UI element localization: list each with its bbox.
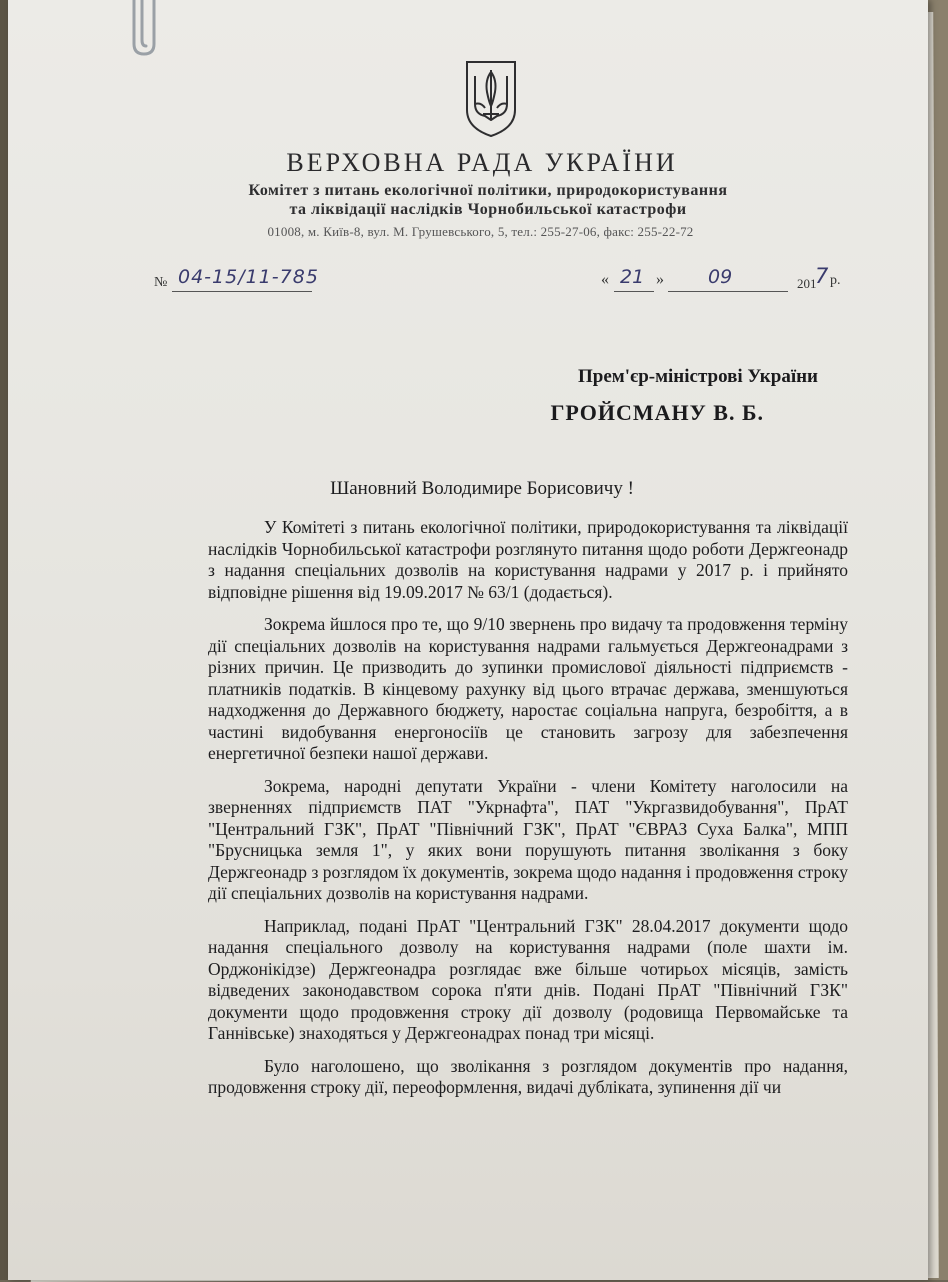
number-underline (172, 291, 312, 292)
body-paragraph: Зокрема йшлося про те, що 9/10 звернень про видачу та продовження терміну дії спеціальних дозволів на користування надрами гальмується Держгеонадрами з різних причин. Це призводить до зупинки промислової діяльності підприємств - платників податків. В кінцевому рахунку від цього втрачає держава, зменшуються надходження до Державного бюджету, наростає соціальна напруга, безробіття, а в частині видобування енергоносіїв це становить загрозу для забезпечення енергетичної безпеки нашої держави. (208, 614, 848, 763)
salutation: Шановний Володимире Борисовичу ! (330, 478, 634, 499)
body-paragraph: Наприклад, подані ПрАТ "Центральний ГЗК" 28.04.2017 документи щодо надання спеціального дозволу на користування надрами (поле шахти ім. Орджонікідзе) Держгеонадра розглядає вже більше чотирьох місяців, замість відведених законодавством сорока п'яти днів. Подані ПрАТ "Північний ГЗК" документи щодо продовження строку дії дозволу (родовища Первомайське та Ганнівське) знаходяться у Держгеонадрах понад три місяці. (208, 915, 848, 1043)
committee-name-line2: та ліквідації наслідків Чорнобильської катастрофи (289, 201, 687, 218)
date-close-quote: » (656, 271, 664, 288)
letter-body (208, 517, 848, 1110)
body-paragraph: Було наголошено, що зволікання з розглядом документів про надання, продовження строку дії, переоформлення, видачі дубліката, зупинення дії чи (208, 1055, 848, 1097)
year-suffix: р. (830, 273, 841, 288)
handwritten-day: 21 (620, 266, 645, 288)
handwritten-year-digit: 7 (815, 264, 829, 288)
handwritten-month: 09 (708, 266, 733, 288)
letterhead-address: 01008, м. Київ-8, вул. М. Грушевського, 5, тел.: 255-27-06, факс: 255-22-72 (267, 224, 694, 239)
number-prefix: № (154, 275, 168, 290)
letter-page (8, 0, 928, 1280)
body-paragraph: Зокрема, народні депутати України - члени Комітету наголосили на зверненнях підприємств ПАТ "Укрнафта", ПАТ "Укргазвидобування", ПрАТ "Центральний ГЗК", ПрАТ "Північний ГЗК", ПрАТ "ЄВРАЗ Суха Балка", МПП "Брусницька земля 1", у яких вони порушують питання зволікання з боку Держгеонадр з розглядом їх документів, зокрема щодо надання і продовження строку дії спеціальних дозволів на користування надрами. (208, 775, 848, 903)
month-underline (668, 291, 788, 292)
committee-name-line1: Комітет з питань екологічної політики, природокористування (248, 182, 728, 199)
addressee-title: Прем'єр-міністрові України (577, 366, 818, 387)
body-paragraph: У Комітеті з питань екологічної політики, природокористування та ліквідації наслідків Чорнобильської катастрофи розглянуто питання щодо роботи Держгеонадр з надання спеціальних дозволів на користування надрами у 2017 р. і прийнято відповідне рішення від 19.09.2017 № 63/1 (додається). (208, 517, 848, 602)
addressee-name: ГРОЙСМАНУ В. Б. (550, 400, 764, 425)
trident-emblem-icon (463, 58, 519, 138)
handwritten-reference-number: 04-15/11-785 (178, 266, 319, 288)
day-underline (614, 291, 654, 292)
date-open-quote: « (601, 271, 609, 288)
paperclip-icon (126, 0, 168, 58)
organization-title: ВЕРХОВНА РАДА УКРАЇНИ (286, 148, 678, 177)
year-printed: 201 (797, 276, 817, 291)
